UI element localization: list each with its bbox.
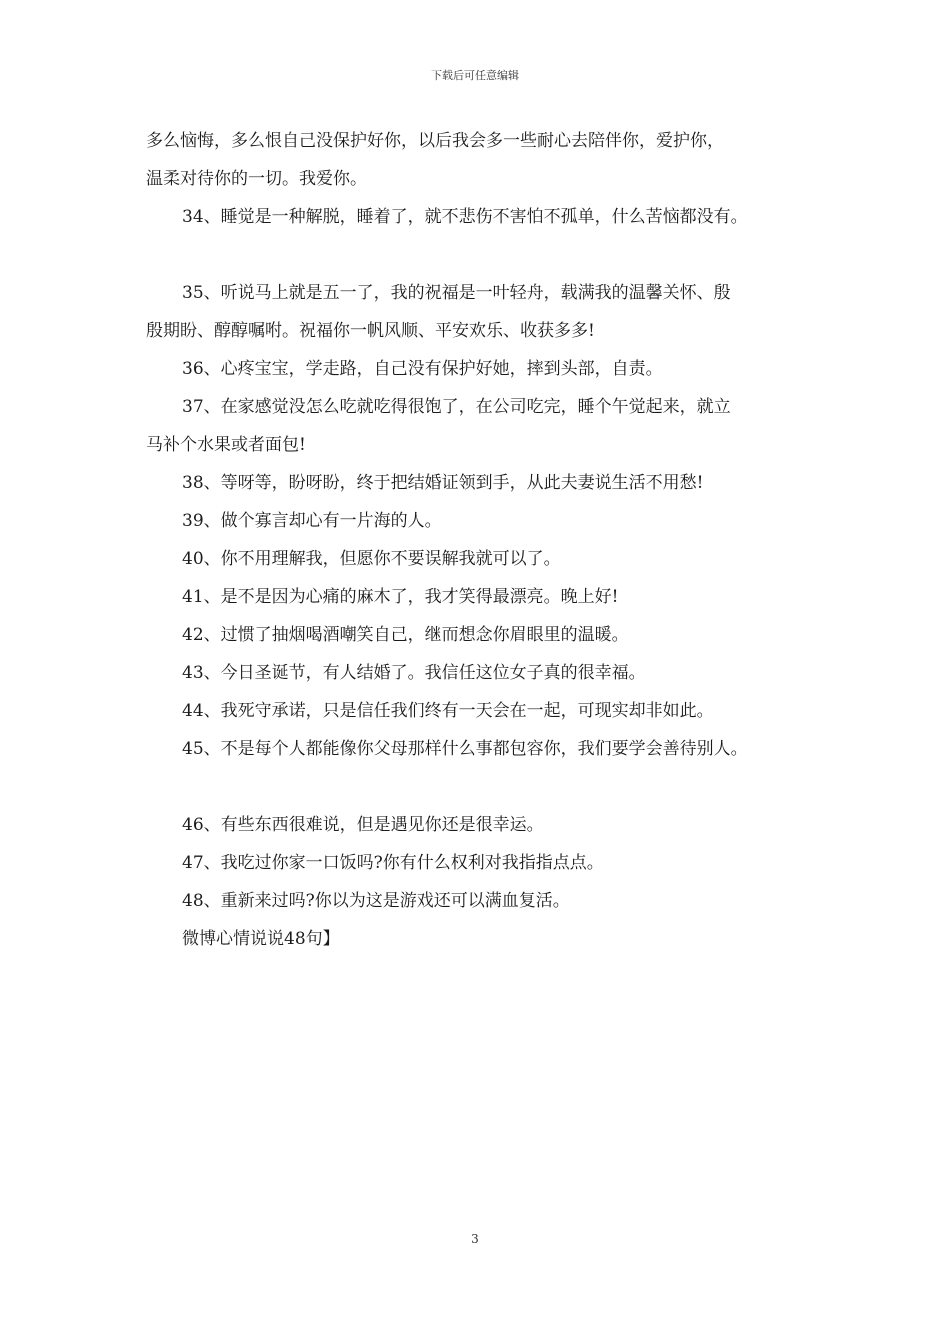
text-line: 44、我死守承诺，只是信任我们终有一天会在一起，可现实却非如此。 xyxy=(182,701,714,721)
text-line: 殷期盼、醇醇嘱咐。祝福你一帆风顺、平安欢乐、收获多多! xyxy=(146,321,595,341)
document-body xyxy=(146,122,821,958)
text-line: 微博心情说说48句】 xyxy=(182,929,340,949)
text-line: 温柔对待你的一切。我爱你。 xyxy=(146,169,367,189)
text-line: 34、睡觉是一种解脱，睡着了，就不悲伤不害怕不孤单，什么苦恼都没有。 xyxy=(182,207,748,227)
text-line: 38、等呀等，盼呀盼，终于把结婚证领到手，从此夫妻说生活不用愁! xyxy=(182,473,704,493)
blank-line xyxy=(146,236,821,274)
text-line: 48、重新来过吗?你以为这是游戏还可以满血复活。 xyxy=(182,891,570,911)
blank-line xyxy=(146,768,821,806)
text-line: 37、在家感觉没怎么吃就吃得很饱了，在公司吃完，睡个午觉起来，就立 xyxy=(182,397,731,417)
text-line: 45、不是每个人都能像你父母那样什么事都包容你，我们要学会善待别人。 xyxy=(182,739,748,759)
text-line: 39、做个寡言却心有一片海的人。 xyxy=(182,511,442,531)
text-line: 35、听说马上就是五一了，我的祝福是一叶轻舟，载满我的温馨关怀、殷 xyxy=(182,283,731,303)
text-line: 马补个水果或者面包! xyxy=(146,435,306,455)
text-line: 36、心疼宝宝，学走路，自己没有保护好她，摔到头部，自责。 xyxy=(182,359,663,379)
page-number: 3 xyxy=(471,1232,479,1246)
text-line: 多么恼悔，多么恨自己没保护好你，以后我会多一些耐心去陪伴你，爱护你， xyxy=(146,131,724,151)
text-line: 47、我吃过你家一口饭吗?你有什么权利对我指指点点。 xyxy=(182,853,604,873)
text-line: 41、是不是因为心痛的麻木了，我才笑得最漂亮。晚上好! xyxy=(182,587,619,607)
text-line: 43、今日圣诞节，有人结婚了。我信任这位女子真的很幸福。 xyxy=(182,663,646,683)
page-header: 下载后可任意编辑 xyxy=(431,69,519,82)
text-line: 46、有些东西很难说，但是遇见你还是很幸运。 xyxy=(182,815,544,835)
text-line: 40、你不用理解我，但愿你不要误解我就可以了。 xyxy=(182,549,561,569)
text-line: 42、过惯了抽烟喝酒嘲笑自己，继而想念你眉眼里的温暖。 xyxy=(182,625,629,645)
